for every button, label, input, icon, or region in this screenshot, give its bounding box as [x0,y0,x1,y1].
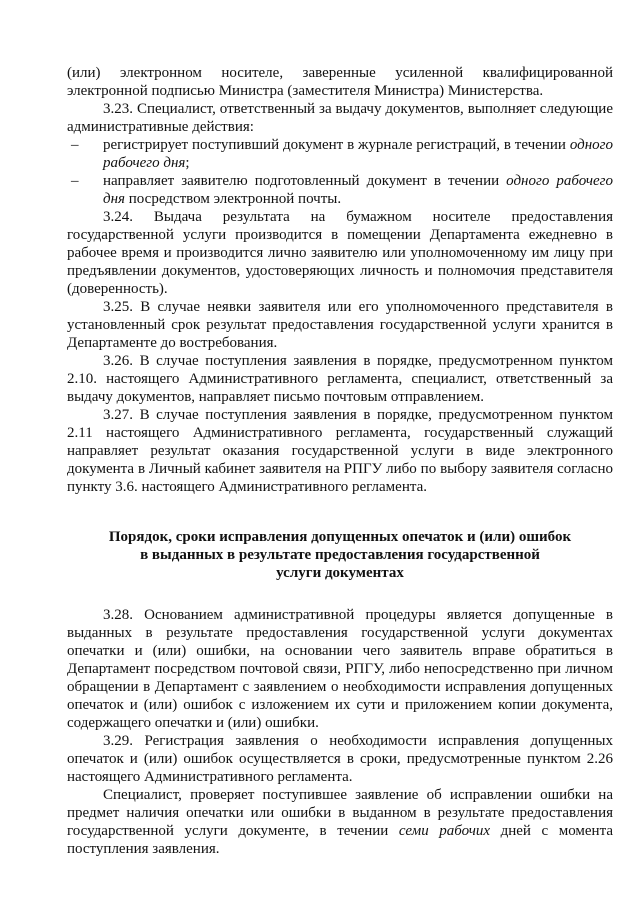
list-item-text [103,172,613,208]
paragraph-text-part: Специалист, проверяет поступившее заявление об исправлении ошибки на предмет наличия опечатки или ошибки в выданном в результате предоставления государственной услуги документе, в течении [67,787,613,839]
list-item-text [103,136,613,172]
paragraph-text-part: дней с момента поступления заявления. [67,823,613,857]
list-item-text-part: регистрирует поступивший документ в журнале регистраций, в течении [103,137,570,153]
list-item-text-part: ; [185,155,190,171]
list-item-text-part: посредством электронной почты. [125,191,342,207]
paragraph-3-23: 3.23. Специалист, ответственный за выдачу документов, выполняет следующие административные действия: [67,101,613,135]
section-heading [67,528,613,582]
heading-line: Порядок, сроки исправления допущенных опечаток и (или) ошибок [108,529,572,545]
heading-line: в выданных в результате предоставления государственной [140,547,540,563]
paragraph-specialist [67,786,613,858]
paragraph-3-25: 3.25. В случае неявки заявителя или его уполномоченного представителя в установленный срок результат предоставления государственной услуги хранится в Департаменте до востребования. [67,299,613,351]
paragraph-3-26: 3.26. В случае поступления заявления в порядке, предусмотренном пунктом 2.10. настоящего Административного регламента, специалист, ответственный за выдачу документов, направляет письмо почтовым отправлением. [67,353,613,405]
paragraph-3-27: 3.27. В случае поступления заявления в порядке, предусмотренном пунктом 2.11 настоящего Административного регламента, государственный служащий направляет результат оказания государственной услуги в виде электронного документа в Личный кабинет заявителя на РПГУ либо по выбору заявителя согласно пункту 3.6. настоящего Административного регламента. [67,407,613,495]
emphasis-term: одного рабочего дня [103,173,613,207]
list-item-text-part: направляет заявителю подготовленный документ в течении [103,173,507,189]
paragraph-3-29: 3.29. Регистрация заявления о необходимости исправления допущенных опечаток и (или) ошибок осуществляется в сроки, предусмотренные пунктом 2.26 настоящего Административного регламента. [67,733,613,785]
paragraph-3-28: 3.28. Основанием административной процедуры является допущенные в выданных в результате предоставления государственной услуги документах опечатки и (или) ошибки, на основании чего заявитель вправе обратиться в Департамент посредством почтовой связи, РПГУ, либо непосредственно при личном обращении в Департамент с заявлением о необходимости исправления допущенных опечаток и (или) ошибок с изложением их сути и приложением копии документа, содержащего опечатки и (или) ошибки. [67,607,613,731]
paragraph-continuation: (или) электронном носителе, заверенные усиленной квалифицированной электронной подписью Министра (заместителя Министра) Министерства. [67,65,613,99]
list-item-register [67,136,613,172]
list-item-send [67,172,613,208]
emphasis-term: одного рабочего дня [103,137,613,171]
dash-bullet: – [71,173,79,189]
dash-bullet: – [71,137,79,153]
emphasis-term: семи рабочих [398,823,491,839]
document-page [67,64,613,858]
paragraph-3-24: 3.24. Выдача результата на бумажном носителе предоставления государственной услуги производится в помещении Департамента ежедневно в рабочее время и производится лично заявителю или уполномоченному им лицу при предъявлении документов, удостоверяющих личность и полномочия представителя (доверенность). [67,209,613,297]
heading-line: услуги документах [276,565,404,581]
